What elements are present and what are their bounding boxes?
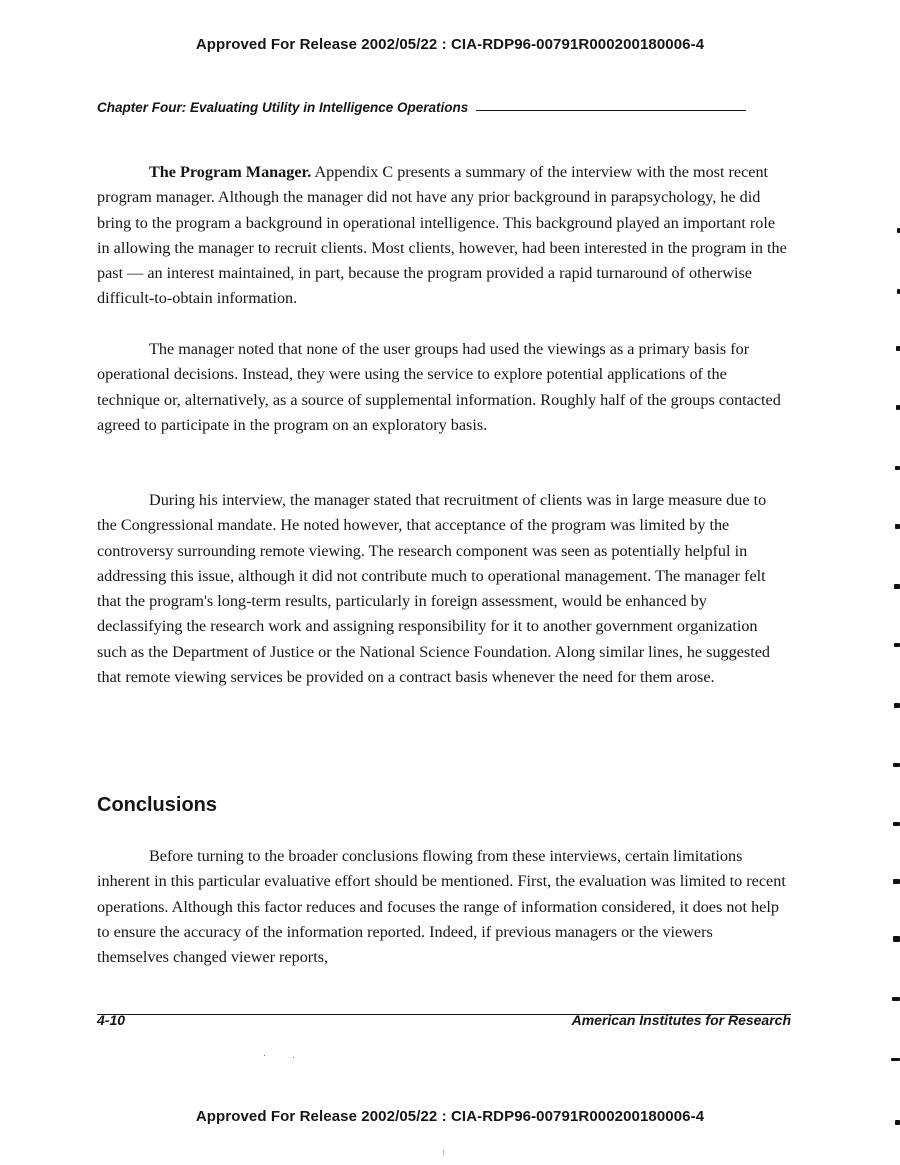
footer-organization: American Institutes for Research xyxy=(571,1012,791,1028)
scan-edge-mark xyxy=(896,405,900,410)
header-rule xyxy=(476,110,746,111)
paragraph-lead-heading: The Program Manager. xyxy=(149,163,312,181)
scan-edge-mark xyxy=(893,822,900,826)
scan-edge-mark xyxy=(895,524,900,529)
scan-edge-mark xyxy=(891,1058,900,1061)
scan-edge-mark xyxy=(894,703,900,708)
scan-edge-mark xyxy=(893,879,900,884)
scan-edge-mark xyxy=(893,763,900,767)
scan-speck xyxy=(293,1057,294,1058)
scan-edge-mark xyxy=(894,584,900,589)
chapter-title: Chapter Four: Evaluating Utility in Intelligence Operations xyxy=(97,100,469,115)
scan-edge-mark xyxy=(894,643,900,647)
paragraph-conclusions: Before turning to the broader conclusions flowing from these interviews, certain limitations inherent in this particular evaluative effort should be mentioned. First, the evaluation was limited to recent operations. Although this factor reduces and focuses the range of information considered, it does not help to ensure the accuracy of the information reported. Indeed, if previous managers or the viewers themselves changed viewer reports, xyxy=(97,847,786,967)
scan-edge-mark xyxy=(896,346,900,351)
paragraph-program-manager xyxy=(97,160,787,312)
scan-speck xyxy=(264,1055,265,1056)
scan-edge-mark xyxy=(892,997,900,1001)
release-stamp-top: Approved For Release 2002/05/22 : CIA-RDP96-00791R000200180006-4 xyxy=(195,36,705,53)
scan-speck xyxy=(443,1150,444,1156)
chapter-header xyxy=(97,95,787,115)
release-stamp-bottom: Approved For Release 2002/05/22 : CIA-RDP96-00791R000200180006-4 xyxy=(195,1108,705,1125)
paragraph-user-groups: The manager noted that none of the user groups had used the viewings as a primary basis for operational decisions. Instead, they were using the service to explore potential applications of the technique or, alternatively, as a source of supplemental information. Roughly half of the groups contacted agreed to participate in the program on an exploratory basis. xyxy=(97,340,781,434)
scan-edge-mark xyxy=(893,936,900,942)
section-heading-conclusions: Conclusions xyxy=(97,794,218,816)
paragraph-text: Appendix C presents a summary of the interview with the most recent program manager. Although the manager did not have any prior background in parapsychology, he did bring to the program a background in operational intelligence. This background played an important role in allowing the manager to recruit clients. Most clients, however, had been interested in the program in the past — an interest maintained, in part, because the program provided a rapid turnaround of otherwise difficult-to-obtain information. xyxy=(97,163,787,308)
paragraph-interview: During his interview, the manager stated that recruitment of clients was in large measure due to the Congressional mandate. He noted however, that acceptance of the program was limited by the controversy surrounding remote viewing. The research component was seen as potentially helpful in addressing this issue, although it did not contribute much to operational management. The manager felt that the program's long-term results, particularly in foreign assessment, would be enhanced by declassifying the research work and assigning responsibility for it to another government organization such as the Department of Justice or the National Science Foundation. Along similar lines, he suggested that remote viewing services be provided on a contract basis whenever the need for them arose. xyxy=(97,491,770,687)
scan-edge-mark xyxy=(895,1120,900,1125)
page-number: 4-10 xyxy=(97,1012,126,1028)
scan-edge-mark xyxy=(895,466,900,470)
